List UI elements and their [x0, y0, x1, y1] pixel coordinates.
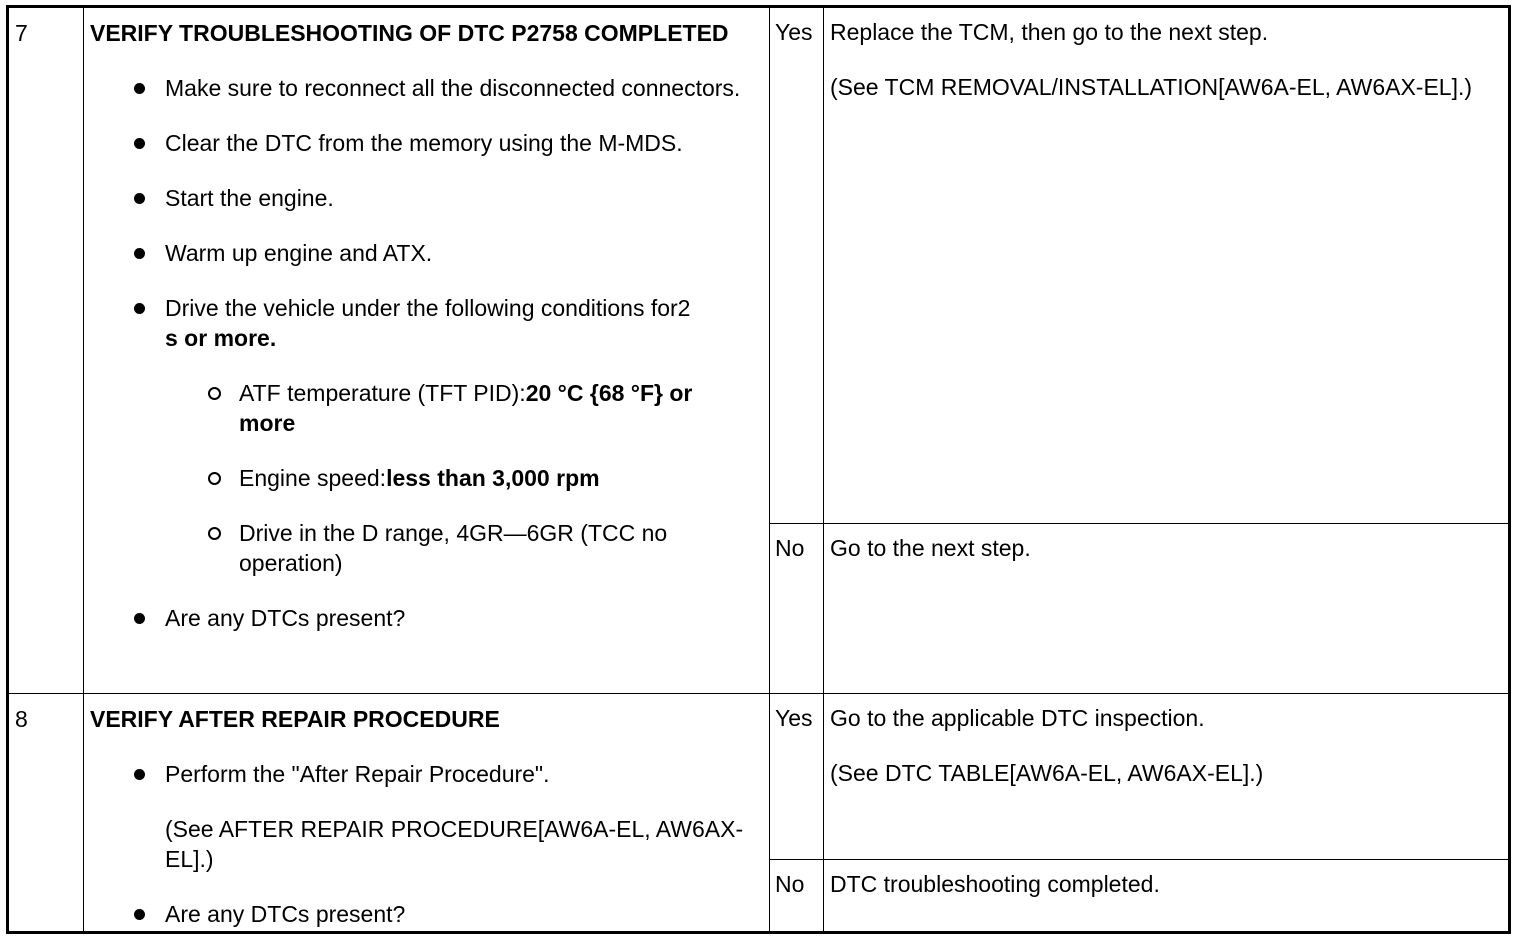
- list-item: Warm up engine and ATX.: [165, 238, 749, 268]
- troubleshooting-table: [6, 5, 1511, 934]
- list-item: Start the engine.: [165, 183, 749, 213]
- drive-duration: s or more.: [165, 325, 277, 351]
- condition-value: 20 °C {68 °F} or more: [239, 380, 693, 436]
- step-title: VERIFY AFTER REPAIR PROCEDURE: [90, 706, 500, 732]
- list-item-drive-conditions: [165, 293, 749, 578]
- bullet-list: [90, 73, 749, 633]
- bullet-list: [90, 759, 749, 929]
- step-7-yes-row: [8, 7, 1510, 524]
- list-item: Clear the DTC from the memory using the M-MDS.: [165, 128, 749, 158]
- condition-item: [239, 378, 749, 438]
- condition-list: [165, 378, 749, 578]
- answer-yes-result: [824, 694, 1510, 860]
- step-action: [84, 7, 770, 694]
- step-number: 8: [8, 694, 84, 933]
- list-item: Make sure to reconnect all the disconnected connectors.: [165, 73, 749, 103]
- step-8-yes-row: [8, 694, 1510, 860]
- answer-no-label: No: [770, 524, 824, 694]
- step-title: VERIFY TROUBLESHOOTING OF DTC P2758 COMPLETED: [90, 20, 729, 46]
- answer-no-result: [824, 860, 1510, 933]
- result-text: Go to the next step.: [830, 535, 1031, 561]
- answer-yes-label: Yes: [770, 694, 824, 860]
- bullet-text: Perform the "After Repair Procedure".: [165, 761, 550, 787]
- list-item: [165, 759, 749, 874]
- answer-yes-result: [824, 7, 1510, 524]
- result-text: Replace the TCM, then go to the next step.: [830, 19, 1269, 45]
- step-action: [84, 694, 770, 933]
- step-number: 7: [8, 7, 84, 694]
- answer-no-label: No: [770, 860, 824, 933]
- answer-no-result: [824, 524, 1510, 694]
- result-text: DTC troubleshooting completed.: [830, 871, 1160, 897]
- result-text: Go to the applicable DTC inspection.: [830, 705, 1205, 731]
- answer-yes-label: Yes: [770, 7, 824, 524]
- result-reference: (See TCM REMOVAL/INSTALLATION[AW6A-EL, AW6AX-EL].): [830, 74, 1473, 100]
- result-reference: (See DTC TABLE[AW6A-EL, AW6AX-EL].): [830, 760, 1264, 786]
- condition-item: [239, 518, 749, 578]
- condition-label: Drive in the D range, 4GR—6GR (TCC no operation): [239, 520, 668, 576]
- list-item-question: Are any DTCs present?: [165, 603, 749, 633]
- condition-label: Engine speed:: [239, 465, 387, 491]
- condition-item: [239, 463, 749, 493]
- condition-label: ATF temperature (TFT PID):: [239, 380, 526, 406]
- list-item-question: Are any DTCs present?: [165, 899, 749, 929]
- drive-text: Drive the vehicle under the following conditions for2: [165, 295, 691, 321]
- condition-value: less than 3,000 rpm: [386, 465, 600, 491]
- reference-note: (See AFTER REPAIR PROCEDURE[AW6A-EL, AW6AX-EL].): [165, 816, 744, 872]
